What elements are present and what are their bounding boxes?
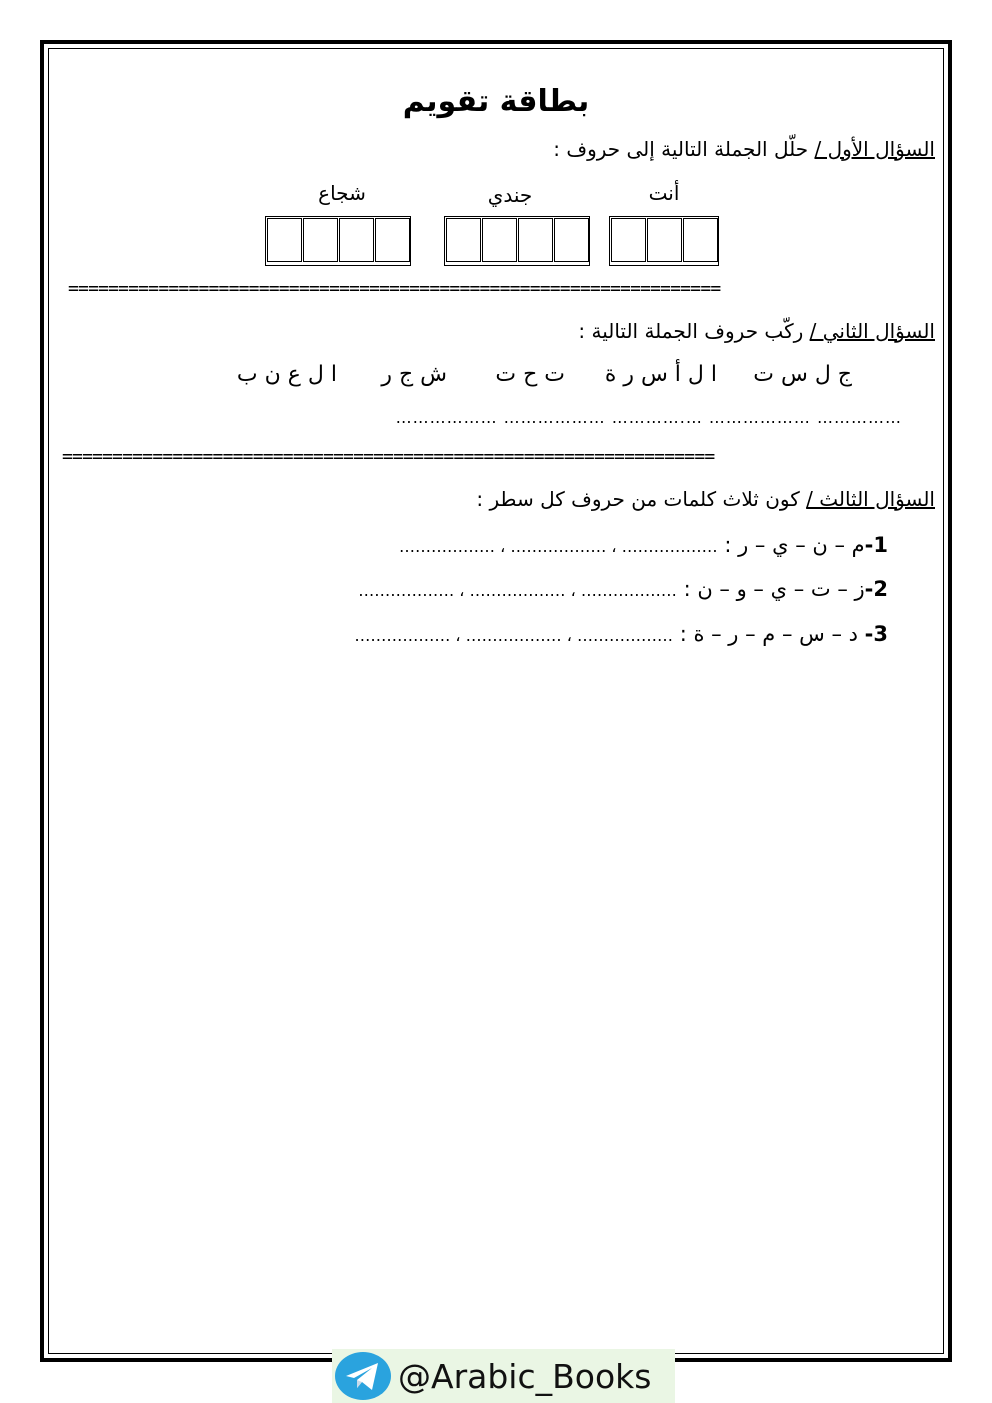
telegram-icon — [334, 1351, 392, 1401]
item-letters: د – س – م – ر – ة : — [679, 622, 865, 646]
question-2-label: السؤال الثاني / — [809, 319, 935, 343]
separator-2: ================================================================= — [62, 446, 715, 467]
word-1: أنت — [648, 181, 680, 205]
item-number: 3- — [864, 622, 888, 646]
item-answers[interactable]: ……………… ، ……………… ، ……………… — [398, 537, 718, 556]
letter-box[interactable] — [339, 218, 374, 262]
separator-1: ================================================================= — [68, 278, 721, 299]
watermark-banner — [332, 1349, 675, 1403]
question-1 — [553, 137, 935, 161]
question-3-label: السؤال الثالث / — [806, 487, 935, 511]
letter-box[interactable] — [647, 218, 682, 262]
question-3 — [476, 487, 935, 511]
letter-boxes-word-2 — [444, 216, 590, 266]
letter-box[interactable] — [446, 218, 481, 262]
item-answers[interactable]: ……………… ، ……………… ، ……………… — [354, 626, 673, 645]
q3-item-3 — [354, 622, 888, 646]
word-3: شجاع — [318, 181, 366, 205]
question-1-label: السؤال الأول / — [814, 137, 935, 161]
letter-boxes-word-1 — [609, 216, 719, 266]
answer-line-q2[interactable]: ……………… ……………… ………….… ……………… …………… — [395, 408, 902, 427]
letter-group-1: ج ل س ت — [753, 362, 852, 387]
q3-item-2 — [358, 577, 888, 601]
letter-box[interactable] — [267, 218, 302, 262]
page-title: بطاقة تقويم — [402, 84, 590, 119]
question-2-text: ركّب حروف الجملة التالية : — [578, 319, 810, 343]
letter-box[interactable] — [683, 218, 718, 262]
letter-group-3: ت ح ت — [495, 362, 565, 387]
item-number: 1- — [864, 533, 888, 557]
letter-group-2: ا ل أ س ر ة — [604, 362, 717, 387]
question-3-text: كون ثلاث كلمات من حروف كل سطر : — [476, 487, 807, 511]
item-letters: م – ن – ي – ر : — [724, 533, 865, 557]
letter-group-4: ش ج ر — [381, 362, 447, 387]
letter-box[interactable] — [554, 218, 589, 262]
item-letters: ز – ت – ي – و – ن : — [683, 577, 865, 601]
letter-box[interactable] — [303, 218, 338, 262]
letter-box[interactable] — [375, 218, 410, 262]
letter-boxes-word-3 — [265, 216, 411, 266]
letter-group-5: ا ل ع ن ب — [236, 362, 337, 387]
item-number: 2- — [864, 577, 888, 601]
letter-box[interactable] — [482, 218, 517, 262]
word-2: جندي — [487, 183, 533, 207]
item-answers[interactable]: ……………… ، ……………… ، ……………… — [358, 581, 677, 600]
question-2 — [578, 319, 935, 343]
q3-item-1 — [399, 533, 888, 557]
question-1-text: حلّل الجملة التالية إلى حروف : — [553, 137, 815, 161]
letter-box[interactable] — [518, 218, 553, 262]
watermark-text: @Arabic_Books — [398, 1356, 652, 1396]
letter-box[interactable] — [611, 218, 646, 262]
